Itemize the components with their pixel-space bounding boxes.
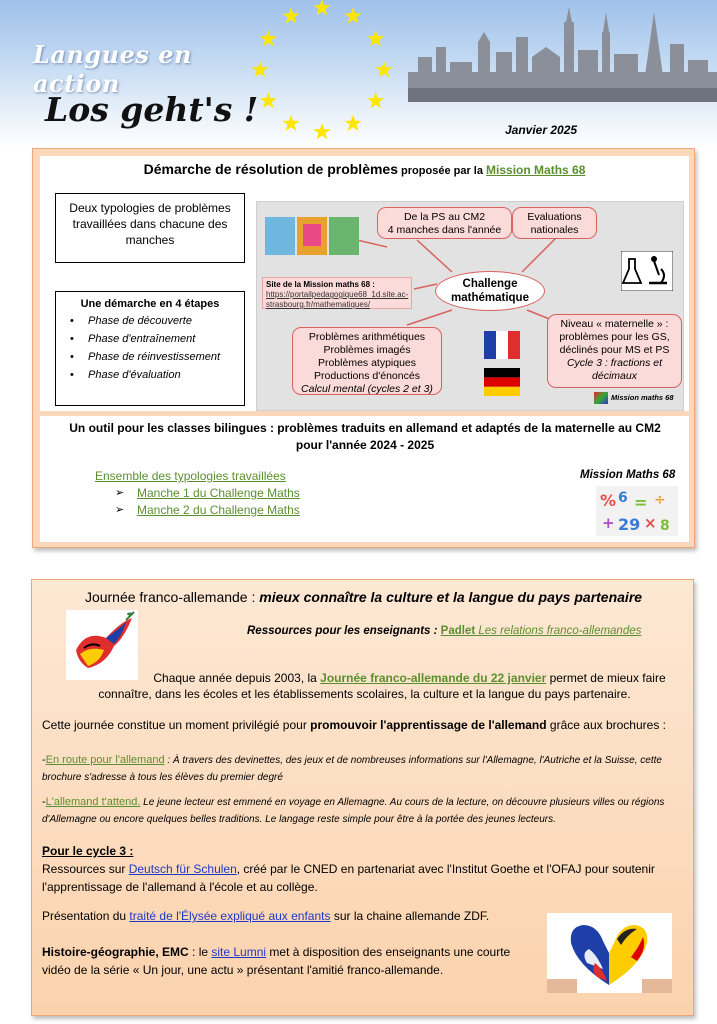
star-icon xyxy=(313,123,330,139)
section-title xyxy=(40,161,689,177)
deutsch-link[interactable]: Deutsch für Schulen xyxy=(128,862,237,876)
site-url[interactable]: https://portailpedagogique68_1d.site.ac-strasbourg.fr/mathematiques/ xyxy=(266,290,409,309)
svg-text:+: + xyxy=(602,514,615,532)
text: Ressources sur xyxy=(42,862,129,876)
svg-text:29: 29 xyxy=(618,515,641,534)
book-cover-image xyxy=(303,224,321,246)
star-icon xyxy=(375,61,392,77)
step-label: Phase de réinvestissement xyxy=(88,351,221,363)
text: Le jeune lecteur est emmené en voyage en Allemagne. Au cours de la lecture, on découvre plusieurs villes ou régions d'Allemagne ou encore quelques belles traditions. Le langage reste simple pour être à la portée des jeunes lecteurs. xyxy=(42,797,665,825)
title-light: proposée par la xyxy=(398,165,487,177)
site-title: Site de la Mission maths 68 : xyxy=(266,280,375,289)
manche-label[interactable]: Manche 2 du Challenge Maths xyxy=(137,503,300,517)
bubble-line: Productions d'énoncés xyxy=(314,370,420,382)
book-cover-image xyxy=(265,217,295,255)
list-item xyxy=(70,333,238,345)
bullet-icon: • xyxy=(70,333,74,345)
relations-link[interactable]: Les relations franco-allemandes xyxy=(475,625,642,637)
bubble-problemes xyxy=(292,327,442,395)
star-icon xyxy=(367,30,384,46)
star-icon xyxy=(344,7,361,23)
logo-icon xyxy=(594,392,608,404)
german-flag-icon xyxy=(484,368,520,396)
paragraph-brochures xyxy=(42,718,687,732)
star-icon xyxy=(344,115,361,131)
dash: - xyxy=(42,754,46,766)
arrow-icon: ➢ xyxy=(115,504,125,516)
star-icon xyxy=(313,0,330,15)
svg-text:÷: ÷ xyxy=(654,492,666,508)
title-strong: Démarche de résolution de problèmes xyxy=(143,161,398,177)
bullet-icon: • xyxy=(70,315,74,327)
steps-box xyxy=(55,291,245,406)
svg-text:=: = xyxy=(634,493,648,512)
text: grâce aux brochures : xyxy=(546,718,666,732)
bubble-line: Problèmes imagés xyxy=(323,344,411,356)
arrow-icon: ➢ xyxy=(115,487,125,499)
brochure-en-route xyxy=(42,752,682,786)
bubble-text: De la PS au CM2 4 manches dans l'année xyxy=(387,211,502,236)
journee-link[interactable]: Journée franco-allemande du 22 janvier xyxy=(320,671,547,685)
text: : À travers des devinettes, des jeux et de nombreuses informations sur l'Allemagne, l'Autriche et la Suisse, cette brochure s'adresse à tous les élèves du premier degré xyxy=(42,755,662,783)
paragraph-lumni xyxy=(42,943,542,979)
list-item xyxy=(70,351,238,363)
section-title xyxy=(32,589,695,605)
bullet-icon: • xyxy=(70,369,74,381)
bubble-line: Problèmes atypiques xyxy=(317,357,417,369)
science-icon xyxy=(621,251,673,291)
svg-text:8: 8 xyxy=(660,518,670,534)
step-label: Phase de découverte xyxy=(88,315,192,327)
bubble-maternelle xyxy=(547,314,682,388)
manche-label[interactable]: Manche 1 du Challenge Maths xyxy=(137,486,300,500)
math-symbols-image xyxy=(596,486,678,536)
paragraph-elysee xyxy=(42,909,542,923)
book-cover-image xyxy=(329,217,359,255)
manche-2-link[interactable] xyxy=(115,503,300,517)
star-icon xyxy=(282,7,299,23)
title-b: mieux connaître la culture et la langue du pays partenaire xyxy=(259,589,643,605)
paragraph-intro xyxy=(42,669,687,687)
paragraph-intro-2: connaître, dans les écoles et les établissements scolaires, la culture et la langue du pays partenaire. xyxy=(98,687,631,701)
star-icon xyxy=(251,61,268,77)
step-label: Phase d'entraînement xyxy=(88,333,196,345)
section-bilingual xyxy=(40,416,689,542)
logo-text: Mission maths 68 xyxy=(611,392,674,402)
star-icon xyxy=(260,30,277,46)
center-text: Challenge mathématique xyxy=(451,278,529,304)
bubble-line: Problèmes arithmétiques xyxy=(308,331,426,343)
star-icon xyxy=(367,92,384,108)
bilingual-text: Un outil pour les classes bilingues : problèmes traduits en allemand et adaptés de la maternelle au CM2 pour l'année 2024 - 2025 xyxy=(69,421,661,452)
newsletter-date: Janvier 2025 xyxy=(505,123,578,137)
section-franco-allemande xyxy=(31,579,694,1016)
dash: - xyxy=(42,796,46,808)
resources-label: Ressources pour les enseignants : xyxy=(247,625,441,637)
typologies-box: Deux typologies de problèmes travaillées dans chacune des manches xyxy=(55,193,245,263)
text: Présentation du xyxy=(42,909,130,923)
steps-list xyxy=(62,315,238,381)
eu-stars-icon xyxy=(240,0,410,150)
title-a: Journée franco-allemande : xyxy=(84,589,260,605)
text: sur la chaine allemande ZDF. xyxy=(330,909,490,923)
cycle3-heading: Pour le cycle 3 : xyxy=(42,844,134,858)
elysee-link[interactable]: traité de l'Élysée expliqué aux enfants xyxy=(129,909,331,923)
bubble-ps-cm2 xyxy=(377,207,512,239)
city-skyline-image xyxy=(408,2,717,102)
lumni-link[interactable]: site Lumni xyxy=(211,945,267,959)
french-flag-icon xyxy=(484,331,520,359)
en-route-link[interactable]: En route pour l'allemand xyxy=(45,754,165,766)
bubble-text: Evaluations nationales xyxy=(527,211,582,236)
newsletter-header xyxy=(0,0,717,150)
challenge-center xyxy=(435,271,545,311)
text: met à disposition des enseignants une courte vidéo de la série « Un jour, une actu » présentant l'amitié franco-allemande. xyxy=(42,945,511,977)
bubble-evaluations xyxy=(512,207,597,239)
section-problem-solving-top xyxy=(40,156,689,411)
text: : le xyxy=(188,945,212,959)
text: , créé par le CNED en partenariat avec l'Institut Goethe et l'OFAJ pour soutenir l'apprentissage de l'allemand à l'école et au collège. xyxy=(42,862,655,894)
bubble-line: Cycle 3 : fractions et décimaux xyxy=(566,357,663,382)
newsletter-title: Langues en action xyxy=(33,40,192,98)
site-box xyxy=(262,277,412,309)
step-label: Phase d'évaluation xyxy=(88,369,181,381)
text-bold: promouvoir l'apprentissage de l'allemand xyxy=(310,718,547,732)
newsletter-subtitle: Los geht's ! xyxy=(45,90,259,129)
padlet-link[interactable]: Padlet xyxy=(440,625,476,637)
typologies-link[interactable]: Ensemble des typologies travaillées xyxy=(95,469,286,483)
text: permet de mieux faire xyxy=(546,671,666,685)
star-icon xyxy=(282,115,299,131)
challenge-diagram xyxy=(256,201,684,411)
brochure-allemand-attend xyxy=(42,794,687,828)
text-bold: Histoire-géographie, EMC xyxy=(42,945,189,959)
manche-1-link[interactable] xyxy=(115,486,300,500)
bubble-line: Niveau « maternelle » : problèmes pour les GS, déclinés pour MS et PS xyxy=(559,318,670,356)
section-problem-solving xyxy=(32,148,695,548)
steps-title: Une démarche en 4 étapes xyxy=(80,298,220,310)
star-icon xyxy=(260,92,277,108)
resources-line xyxy=(247,625,641,637)
bullet-icon: • xyxy=(70,351,74,363)
svg-text:6: 6 xyxy=(618,490,628,506)
mission-maths-label: Mission Maths 68 xyxy=(580,469,676,481)
mission-maths-link[interactable]: Mission Maths 68 xyxy=(486,163,586,177)
list-item xyxy=(70,369,238,381)
heart-hands-image xyxy=(547,913,672,993)
text: Chaque année depuis 2003, la xyxy=(153,671,321,685)
paragraph-deutsch xyxy=(42,860,687,896)
svg-text:%: % xyxy=(600,491,617,510)
bubble-line: Calcul mental (cycles 2 et 3) xyxy=(301,383,433,395)
list-item xyxy=(70,315,238,327)
svg-text:×: × xyxy=(644,514,657,532)
text: Cette journée constitue un moment privilégié pour xyxy=(42,718,311,732)
allemand-attend-link[interactable]: L'allemand t'attend. xyxy=(45,796,141,808)
mission-maths-logo xyxy=(594,392,682,408)
